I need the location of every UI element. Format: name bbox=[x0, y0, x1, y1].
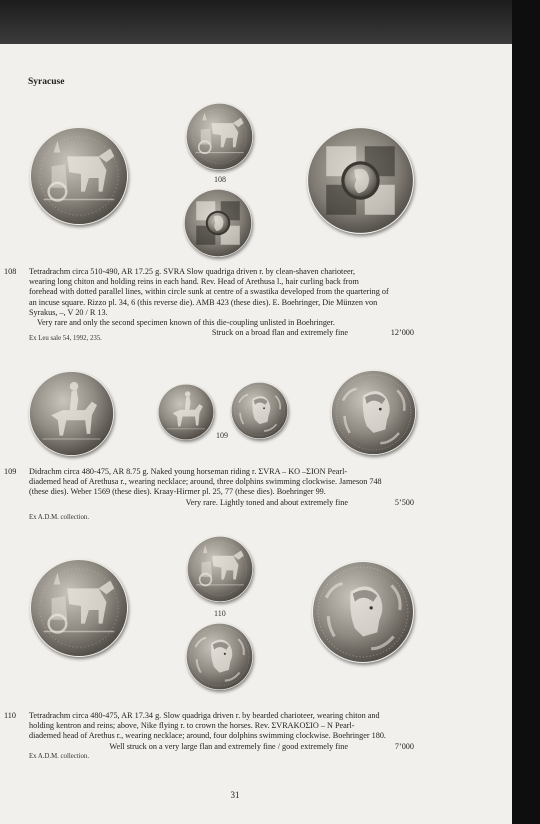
lot-109-provenance: Ex A.D.M. collection. bbox=[29, 514, 90, 521]
lot-108-line: an incuse square. Rizzo pl. 34, 6 (this reverse die). AMB 423 (these dies). E. Boehringer, Die Münzen von bbox=[29, 297, 378, 307]
lot-109-grade: Very rare. Lightly toned and about extremely fine bbox=[185, 497, 348, 507]
figure-label-109: 109 bbox=[216, 431, 228, 440]
coin-108-reverse-large bbox=[307, 127, 414, 234]
coin-110-reverse-small bbox=[186, 623, 253, 690]
page-number: 31 bbox=[230, 790, 240, 800]
lot-110-line: holding kentron and reins; above, Nike flying r. to crown the horses. Rev. ΣVRAKOΣIO – N Pearl- bbox=[29, 721, 355, 731]
lot-108-line: wearing long chiton and holding reins in each hand. Rev. Head of Arethusa l., hair curling back from bbox=[29, 277, 359, 287]
lot-110-grade: Well struck on a very large flan and extremely fine / good extremely fine bbox=[109, 741, 348, 751]
lot-110-line: diademed head of Arethus r., wearing necklace; around, four dolphins swimming clockwise. Boehringer 180. bbox=[29, 731, 386, 741]
catalogue-page bbox=[0, 44, 512, 824]
lot-110-line: Tetradrachm circa 480-475, AR 17.34 g. Slow quadriga driven r. by bearded charioteer, wearing chiton and bbox=[29, 711, 380, 720]
figure-label-108: 108 bbox=[214, 175, 226, 184]
lot-108-note: Very rare and only the second specimen known of this die-coupling unlisted in Boehringer. bbox=[37, 318, 335, 328]
lot-110-price: 7’000 bbox=[394, 741, 414, 751]
coin-109-reverse-large bbox=[331, 370, 416, 455]
lot-description-109 bbox=[29, 467, 414, 508]
coin-109-obverse-large bbox=[29, 371, 114, 456]
coin-110-obverse-large bbox=[30, 559, 128, 657]
lot-109-price: 5’500 bbox=[394, 497, 414, 507]
lot-number-108: 108 bbox=[4, 267, 17, 276]
figure-label-110: 110 bbox=[214, 609, 226, 618]
lot-109-line: diademed head of Arethusa r., wearing necklace; around, three dolphins swimming clockwise. Jameson 748 bbox=[29, 477, 382, 487]
lot-109-grade-row bbox=[29, 498, 414, 508]
lot-description-110 bbox=[29, 711, 414, 752]
lot-110-provenance: Ex A.D.M. collection. bbox=[29, 753, 90, 760]
lot-number-109: 109 bbox=[4, 467, 17, 476]
book-edge-shadow bbox=[512, 0, 540, 824]
lot-109-line: Didrachm circa 480-475, AR 8.75 g. Naked young horseman riding r. ΣVRA – KO –ΣION Pearl- bbox=[29, 467, 348, 476]
lot-number-110: 110 bbox=[4, 711, 16, 720]
lot-108-line: forehead with dotted parallel lines, within circle sunk at centre of a swastika developed from the quartering of bbox=[29, 287, 389, 297]
coin-108-reverse-small bbox=[184, 189, 252, 257]
lot-109-line: (these dies). Weber 1569 (these dies). Kraay-Hirmer pl. 25, 77 (these dies). Boehringer 99. bbox=[29, 487, 326, 497]
coin-110-obverse-small bbox=[187, 536, 253, 602]
coin-108-obverse-small bbox=[186, 103, 253, 170]
lot-108-grade: Struck on a broad flan and extremely fine bbox=[211, 328, 348, 338]
lot-108-line: Tetradrachm circa 510-490, AR 17.25 g. SVRA Slow quadriga driven r. by clean-shaven charioteer, bbox=[29, 267, 356, 276]
lot-description-108 bbox=[29, 267, 414, 338]
lot-108-price: 12’000 bbox=[390, 328, 414, 338]
lot-108-line: Syrakus, –, V 20 / R 13. bbox=[29, 307, 108, 317]
coin-108-obverse-large bbox=[30, 127, 128, 225]
coin-109-reverse-small bbox=[231, 382, 288, 439]
section-title: Syracuse bbox=[28, 77, 65, 87]
coin-110-reverse-large bbox=[312, 561, 414, 663]
coin-109-obverse-small bbox=[158, 384, 214, 440]
lot-108-provenance: Ex Leu sale 54, 1992, 235. bbox=[29, 335, 102, 342]
lot-110-grade-row bbox=[29, 742, 414, 752]
book-gutter-shadow bbox=[0, 0, 540, 44]
